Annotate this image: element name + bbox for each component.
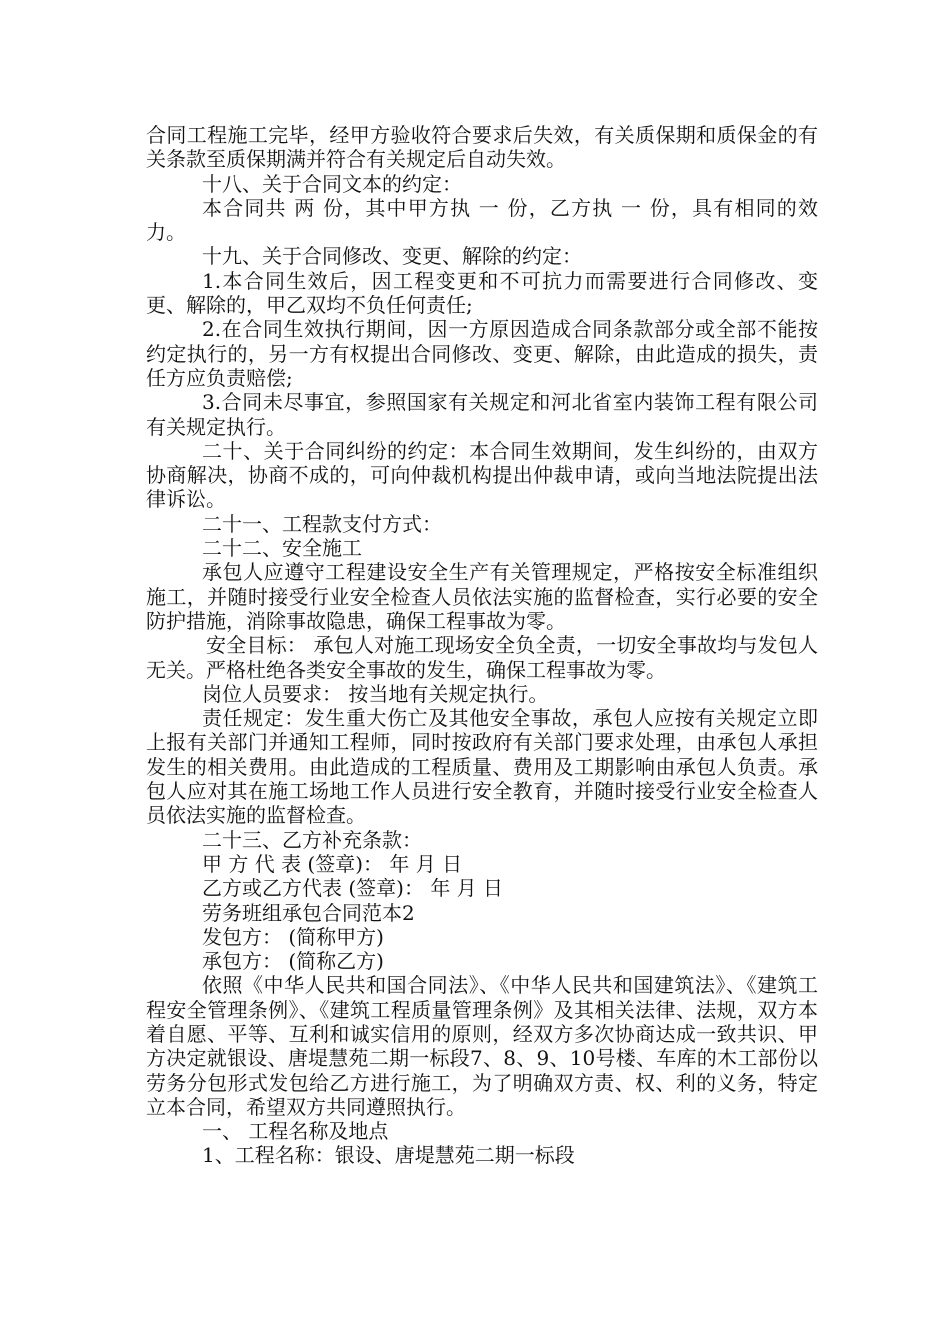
paragraph-project-name: 1、工程名称：银设、唐堤慧苑二期一标段 — [202, 1143, 575, 1168]
heading-section-21: 二十一、工程款支付方式： — [202, 511, 442, 536]
document-body — [146, 123, 818, 1168]
paragraph-staff-requirements: 岗位人员要求： 按当地有关规定执行。 — [202, 681, 549, 706]
heading-section-19: 十九、关于合同修改、变更、解除的约定： — [202, 244, 582, 269]
heading-section-22: 二十二、安全施工 — [202, 536, 362, 561]
heading-project-name-location: 一、 工程名称及地点 — [202, 1119, 389, 1144]
signature-party-a: 甲 方 代 表 (签章)： 年 月 日 — [202, 851, 463, 876]
signature-party-b: 乙方或乙方代表 (签章)： 年 月 日 — [202, 876, 504, 901]
party-contractor: 承包方： (简称乙方) — [202, 949, 384, 974]
party-employer: 发包方： (简称甲方) — [202, 924, 384, 949]
paragraph-copies: 本合同共 两 份，其中甲方执 一 份，乙方执 一 份，具有相同的效力。 — [146, 195, 818, 245]
paragraph-liability: 责任规定：发生重大伤亡及其他安全事故，承包人应按有关规定立即上报有关部门并通知工程师，同时按政府有关部门要求处理，由承包人承担发生的相关费用。由此造成的工程质量、费用及工期影响由承包人负责。承包人应对其在施工场地工作人员进行安全教育，并随时接受行业安全检查人员依法实施的监督检查。 — [146, 706, 818, 828]
paragraph-section-20: 二十、关于合同纠纷的约定：本合同生效期间，发生纠纷的，由双方协商解决，协商不成的，可向仲裁机构提出仲裁申请，或向当地法院提出法律诉讼。 — [146, 438, 818, 512]
paragraph-clause-19-3: 3.合同未尽事宜，参照国家有关规定和河北省室内装饰工程有限公司有关规定执行。 — [146, 390, 818, 439]
document-subtitle: 劳务班组承包合同范本2 — [202, 900, 415, 925]
paragraph-clause-19-1: 1.本合同生效后，因工程变更和不可抗力而需要进行合同修改、变更、解除的，甲乙双均不负任何责任; — [146, 268, 818, 318]
paragraph-clause-19-2: 2.在合同生效执行期间，因一方原因造成合同条款部分或全部不能按约定执行的，另一方有权提出合同修改、变更、解除，由此造成的损失，责任方应负责赔偿; — [146, 317, 818, 390]
paragraph-safety-rules: 承包人应遵守工程建设安全生产有关管理规定，严格按安全标准组织施工，并随时接受行业安全检查人员依法实施的监督检查，实行必要的安全防护措施，消除事故隐患，确保工程事故为零。 — [146, 560, 818, 633]
paragraph-safety-goal: 安全目标： 承包人对施工现场安全负全责，一切安全事故均与发包人无关。严格杜绝各类安全事故的发生，确保工程事故为零。 — [146, 633, 818, 682]
paragraph-preamble: 依照《中华人民共和国合同法》、《中华人民共和国建筑法》、《建筑工程安全管理条例》、《建筑工程质量管理条例》及其相关法律、法规，双方本着自愿、平等、互利和诚实信用的原则，经双方多次协商达成一致共识、甲方决定就银设、唐堤慧苑二期一标段7、8、9、10号楼、车库的木工部份以劳务分包形式发包给乙方进行施工，为了明确双方责、权、利的义务，特定立本合同，希望双方共同遵照执行。 — [146, 973, 818, 1119]
heading-section-18: 十八、关于合同文本的约定： — [202, 171, 462, 196]
heading-section-23: 二十三、乙方补充条款： — [202, 827, 422, 852]
paragraph-warranty-expiry: 合同工程施工完毕，经甲方验收符合要求后失效，有关质保期和质保金的有关条款至质保期满并符合有关规定后自动失效。 — [146, 123, 818, 172]
